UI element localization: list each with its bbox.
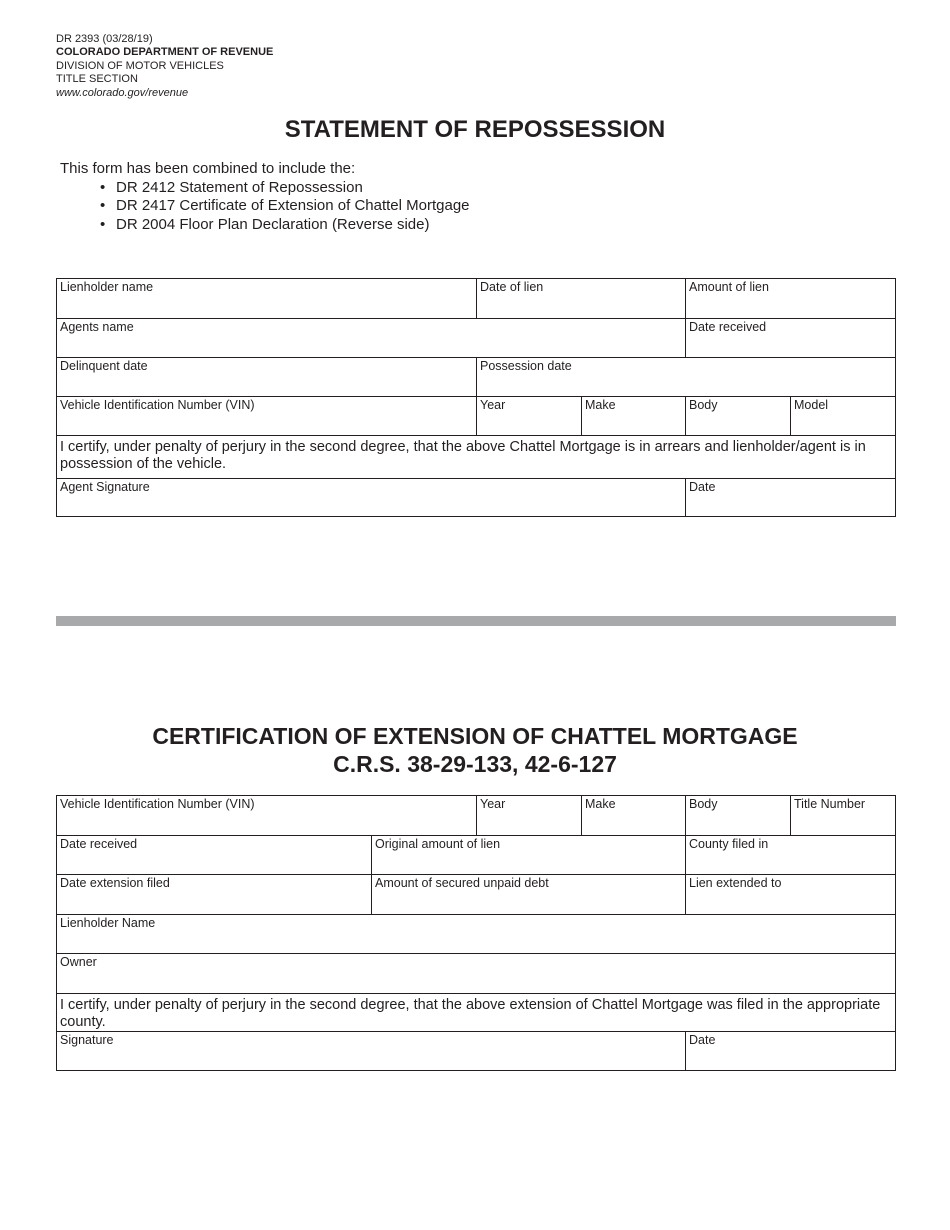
date-of-lien-field[interactable]	[477, 279, 686, 318]
date-extension-filed-field[interactable]	[57, 875, 372, 914]
extension-form	[56, 795, 896, 1071]
year-field[interactable]	[477, 796, 582, 835]
field-label: Possession date	[480, 358, 572, 373]
year-field[interactable]	[477, 397, 582, 435]
model-field[interactable]	[791, 397, 895, 435]
lienholder-name-field[interactable]	[57, 915, 895, 954]
form-row	[57, 319, 895, 358]
owner-field[interactable]	[57, 954, 895, 993]
field-label: Date	[689, 1033, 716, 1047]
body-field[interactable]	[686, 397, 791, 435]
included-forms-list	[60, 179, 470, 235]
original-amount-field[interactable]	[372, 836, 686, 875]
form-row	[57, 915, 895, 955]
signature-field[interactable]	[57, 1032, 686, 1070]
intro-section	[60, 160, 470, 235]
field-label: Title Number	[794, 797, 866, 811]
statement-title: STATEMENT OF REPOSSESSION	[284, 116, 666, 143]
field-label: Vehicle Identification Number (VIN)	[60, 397, 255, 412]
form-row	[57, 796, 895, 836]
repossession-form	[56, 278, 896, 517]
field-label: Date received	[689, 319, 767, 334]
field-label: Date of lien	[480, 280, 544, 294]
field-label: Date received	[60, 836, 138, 851]
section-name: TITLE SECTION	[56, 73, 138, 86]
intro-text: This form has been combined to include the:	[60, 160, 356, 177]
field-label: Date extension filed	[60, 876, 170, 890]
delinquent-date-field[interactable]	[57, 358, 477, 396]
list-item: • DR 2412 Statement of Repossession	[100, 179, 470, 198]
field-label: Lien extended to	[689, 876, 782, 890]
form-header	[56, 33, 273, 100]
field-label: Make	[585, 397, 616, 412]
field-label: Date	[689, 479, 716, 494]
section-divider	[56, 616, 896, 626]
body-field[interactable]	[686, 796, 791, 835]
agents-name-field[interactable]	[57, 319, 686, 357]
field-label: Amount of secured unpaid debt	[375, 876, 549, 890]
website-link[interactable]: www.colorado.gov/revenue	[56, 86, 189, 99]
field-label: Body	[689, 797, 718, 811]
field-label: Agents name	[60, 319, 134, 334]
signature-date-field[interactable]	[686, 479, 895, 516]
form-row	[57, 875, 895, 915]
certification-statement: I certify, under penalty of perjury in the second degree, that the above Chattel Mortgage is in arrears and lienholder/agent is in possession of the vehicle.	[60, 438, 866, 472]
signature-date-field[interactable]	[686, 1032, 895, 1070]
field-label: Delinquent date	[60, 358, 148, 373]
make-field[interactable]	[582, 796, 686, 835]
field-label: Lienholder Name	[60, 915, 156, 930]
field-label: County filed in	[689, 836, 769, 851]
division-name: DIVISION OF MOTOR VEHICLES	[56, 59, 224, 72]
county-filed-field[interactable]	[686, 836, 895, 875]
vin-field[interactable]	[57, 397, 477, 435]
agent-signature-field[interactable]	[57, 479, 686, 516]
form-row	[57, 279, 895, 319]
date-received-field[interactable]	[57, 836, 372, 875]
form-number: DR 2393 (03/28/19)	[56, 33, 153, 45]
form-row	[57, 1032, 895, 1070]
field-label: Body	[689, 397, 718, 412]
field-label: Year	[480, 397, 506, 412]
title-number-field[interactable]	[791, 796, 895, 835]
date-received-field[interactable]	[686, 319, 895, 357]
form-row	[57, 954, 895, 994]
lien-extended-to-field[interactable]	[686, 875, 895, 914]
field-label: Signature	[60, 1033, 114, 1047]
lienholder-name-field[interactable]	[57, 279, 477, 318]
field-label: Amount of lien	[689, 280, 769, 294]
possession-date-field[interactable]	[477, 358, 895, 396]
field-label: Original amount of lien	[375, 836, 501, 851]
unpaid-debt-field[interactable]	[372, 875, 686, 914]
field-label: Agent Signature	[60, 479, 150, 494]
department-name: COLORADO DEPARTMENT OF REVENUE	[56, 46, 274, 59]
extension-title-line2: C.R.S. 38-29-133, 42-6-127	[333, 751, 617, 777]
list-item: • DR 2004 Floor Plan Declaration (Reverse side)	[100, 216, 470, 235]
field-label: Lienholder name	[60, 280, 154, 294]
form-row	[57, 994, 895, 1033]
form-row	[57, 358, 895, 397]
amount-of-lien-field[interactable]	[686, 279, 895, 318]
field-label: Vehicle Identification Number (VIN)	[60, 797, 255, 811]
field-label: Owner	[60, 955, 97, 969]
form-row	[57, 397, 895, 436]
certification-statement: I certify, under penalty of perjury in the second degree, that the above extension of Chattel Mortgage was filed in the appropriate county.	[60, 996, 881, 1030]
extension-title	[0, 722, 950, 778]
field-label: Make	[585, 797, 616, 811]
form-row	[57, 436, 895, 479]
field-label: Model	[794, 397, 829, 412]
form-row	[57, 836, 895, 876]
make-field[interactable]	[582, 397, 686, 435]
extension-title-line1: CERTIFICATION OF EXTENSION OF CHATTEL MORTGAGE	[152, 723, 798, 749]
field-label: Year	[480, 797, 506, 811]
vin-field[interactable]	[57, 796, 477, 835]
list-item: • DR 2417 Certificate of Extension of Chattel Mortgage	[100, 197, 470, 216]
form-row	[57, 479, 895, 516]
